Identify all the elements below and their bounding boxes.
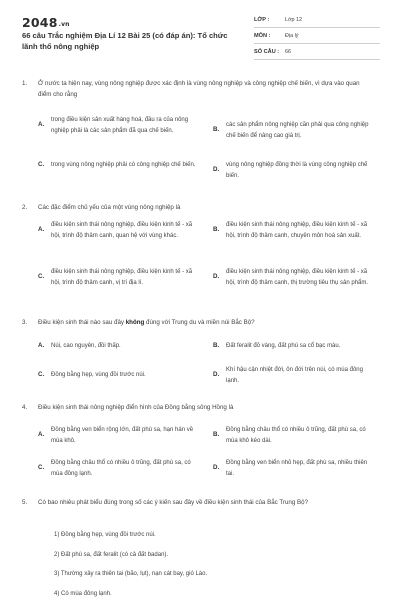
answer-option-d[interactable] <box>213 267 373 288</box>
question-number: 4. <box>22 404 28 411</box>
option-letter: D. <box>213 166 220 174</box>
question-number: 1. <box>22 80 28 87</box>
meta-key: SỐ CÂU : <box>254 48 280 55</box>
question-text: Các đặc điểm chủ yếu của một vùng nông nghiệp là <box>38 204 181 211</box>
meta-key: LỚP : <box>254 16 270 23</box>
option-text: Đất feralit đỏ vàng, đất phù sa cổ bạc màu. <box>226 343 341 349</box>
option-letter: D. <box>213 273 220 281</box>
answer-option-b[interactable] <box>213 425 373 446</box>
option-text: Đồng bằng hẹp, vùng đồi trước núi. <box>51 372 146 378</box>
question-number: 3. <box>22 319 28 326</box>
answer-option-c[interactable] <box>38 160 198 171</box>
meta-value: 66 <box>285 48 291 55</box>
option-text: điều kiện sinh thái nông nghiệp, điều kiện kinh tế - xã hội, trình độ thâm canh, chuyên môn hoá sản xuất. <box>226 222 368 239</box>
answer-option-a[interactable] <box>38 341 198 352</box>
option-letter: B. <box>213 126 220 134</box>
answer-option-c[interactable] <box>38 458 198 479</box>
option-text: Đồng bằng châu thổ có nhiều ô trũng, đất phù sa, có mùa đông lạnh. <box>51 460 191 477</box>
meta-row-count <box>254 44 380 60</box>
option-letter: D. <box>213 371 220 379</box>
option-text: điều kiện sinh thái nông nghiệp, điều kiện kinh tế - xã hội, trình độ thâm canh, quan hệ với vùng khác. <box>51 222 193 239</box>
document-title: 66 câu Trắc nghiệm Địa Lí 12 Bài 25 (có đáp án): Tổ chức lãnh thổ nông nghiệp <box>22 31 228 51</box>
option-letter: C. <box>38 273 45 281</box>
question-1 <box>22 79 374 100</box>
meta-key: MÔN : <box>254 32 271 39</box>
statement-item: 1) Đồng bằng hẹp, vùng đồi trước núi. <box>54 532 156 538</box>
meta-row-subject <box>254 28 380 44</box>
question-number: 2. <box>22 204 28 211</box>
meta-row-class <box>254 12 380 28</box>
question-text: Điều kiện sinh thái nông nghiệp điển hình của Đồng bằng sông Hồng là <box>38 404 234 411</box>
answer-option-b[interactable] <box>213 120 373 141</box>
option-letter: B. <box>213 431 220 439</box>
option-letter: D. <box>213 464 220 472</box>
option-letter: A. <box>38 121 45 129</box>
answer-option-a[interactable] <box>38 425 198 446</box>
option-text: trong vùng nông nghiệp phải có công nghiệp chế biến. <box>51 162 196 168</box>
question-number: 5. <box>22 499 28 506</box>
statement-item: 2) Đất phù sa, đất feralit (có cả đất badan). <box>54 552 169 558</box>
option-text: các sản phẩm nông nghiệp cần phải qua công nghiệp chế biến để nâng cao giá trị. <box>226 122 369 139</box>
option-text: Đồng bằng ven biển nhỏ hẹp, đất phù sa, nhiều thiên tai. <box>226 460 368 477</box>
question-2 <box>22 203 374 214</box>
option-text: Khí hậu cận nhiệt đới, ôn đới trên núi, có mùa đông lạnh. <box>226 367 363 384</box>
statement-item: 3) Thường xảy ra thiên tai (bão, lụt), nạn cát bay, gió Lào. <box>54 571 208 577</box>
answer-option-c[interactable] <box>38 267 198 288</box>
meta-table <box>254 12 380 60</box>
option-letter: C. <box>38 464 45 472</box>
option-text: Đồng bằng châu thổ có nhiều ô trũng, đất phù sa, có mùa khô kéo dài. <box>226 427 366 444</box>
option-letter: B. <box>213 342 220 349</box>
meta-value: Địa lý <box>285 32 299 39</box>
option-letter: A. <box>38 342 45 349</box>
question-text-part: đúng với Trung du và miền núi Bắc Bộ? <box>144 319 255 326</box>
site-logo[interactable] <box>22 15 70 30</box>
option-text: Đồng bằng ven biển rộng lớn, đất phù sa, hạn hán về mùa khô. <box>51 427 194 444</box>
question-4 <box>22 403 374 414</box>
option-letter: C. <box>38 371 45 378</box>
option-letter: B. <box>213 226 220 234</box>
option-text: vùng nông nghiệp đồng thời là vùng công nghiệp chế biến. <box>226 162 368 179</box>
option-letter: C. <box>38 161 45 168</box>
logo-main: 2048 <box>22 15 58 30</box>
option-text: điều kiện sinh thái nông nghiệp, điều kiện kinh tế - xã hội, trình độ thâm canh, thị trường tiêu thụ sản phẩm. <box>226 269 369 286</box>
document-header <box>0 0 400 64</box>
question-text-part: Điều kiện sinh thái nào sau đây <box>38 319 126 326</box>
meta-value: Lớp 12 <box>285 16 303 23</box>
answer-option-d[interactable] <box>213 160 373 181</box>
option-text: Núi, cao nguyên, đồi thấp. <box>51 343 121 349</box>
question-emphasis: không <box>125 319 145 326</box>
question-text: Ở nước ta hiện nay, vùng nông nghiệp được xác định là vùng nông nghiệp và công nghiệp chế biến, vì dựa vào quan điểm cho rằng <box>38 80 360 98</box>
option-text: trong điều kiện sản xuất hàng hoá, đầu ra của nông nghiệp phải là các sản phẩm đã qua chế biến. <box>51 117 189 134</box>
question-text <box>38 318 374 329</box>
question-3 <box>22 318 374 329</box>
logo-suffix: .vn <box>58 21 70 28</box>
question-text: Có bao nhiêu phát biểu đúng trong số các ý kiến sau đây về điều kiện sinh thái của Bắc Trung Bộ? <box>38 499 309 506</box>
option-letter: A. <box>38 431 45 439</box>
answer-option-d[interactable] <box>213 458 373 479</box>
option-text: điều kiện sinh thái nông nghiệp, điều kiện kinh tế - xã hội, trình độ thâm canh, vị trí địa lí. <box>51 269 193 286</box>
answer-option-a[interactable] <box>38 220 198 241</box>
option-letter: A. <box>38 226 45 234</box>
answer-option-b[interactable] <box>213 220 373 241</box>
answer-option-c[interactable] <box>38 370 198 381</box>
answer-option-d[interactable] <box>213 365 373 386</box>
answer-option-b[interactable] <box>213 341 373 352</box>
statement-item: 4) Có mùa đông lạnh. <box>54 591 112 597</box>
answer-option-a[interactable] <box>38 115 198 136</box>
question-5 <box>22 498 374 509</box>
